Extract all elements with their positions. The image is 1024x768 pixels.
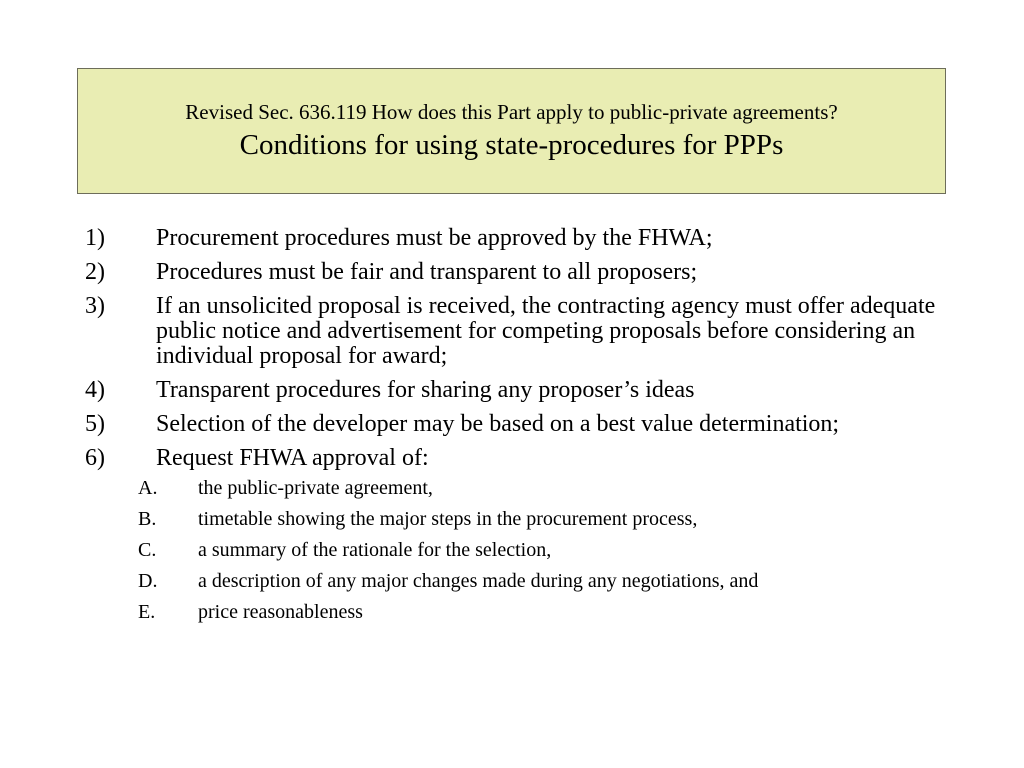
list-item-number: 6) xyxy=(85,445,105,471)
sub-list-item-letter: A. xyxy=(138,477,158,499)
sub-list-item-letter: B. xyxy=(138,508,157,530)
sub-list-item-text: the public-private agreement, xyxy=(198,477,433,499)
list-item-text: Request FHWA approval of: xyxy=(156,445,429,471)
list-item-number: 3) xyxy=(85,293,105,319)
sub-list-item-letter: D. xyxy=(138,570,158,592)
list-item xyxy=(85,294,945,369)
sub-list-item-letter: E. xyxy=(138,601,156,623)
slide-subtitle: Conditions for using state-procedures for PPPs xyxy=(239,129,784,161)
list-item-number: 1) xyxy=(85,225,105,251)
sub-list-item-letter: C. xyxy=(138,539,157,561)
sub-list-item-text: a summary of the rationale for the selection, xyxy=(198,539,552,561)
sub-list-item-text: a description of any major changes made during any negotiations, and xyxy=(198,570,759,592)
list-item xyxy=(85,446,945,471)
list-item xyxy=(85,260,945,285)
slide-title: Revised Sec. 636.119 How does this Part apply to public-private agreements? xyxy=(185,100,838,124)
list-item xyxy=(85,412,945,437)
list-item xyxy=(85,226,945,251)
list-item-number: 4) xyxy=(85,377,105,403)
list-item-number: 5) xyxy=(85,411,105,437)
sub-list-item xyxy=(85,476,945,500)
sub-list-item-text: price reasonableness xyxy=(198,601,363,623)
sub-list xyxy=(85,476,945,624)
sub-list-item xyxy=(85,600,945,624)
sub-list-item-text: timetable showing the major steps in the procurement process, xyxy=(198,508,698,530)
sub-list-item xyxy=(85,507,945,531)
list-item-text: Procedures must be fair and transparent to all proposers; xyxy=(156,259,698,285)
list-item-text: Selection of the developer may be based on a best value determination; xyxy=(156,411,840,437)
slide-body xyxy=(85,226,945,631)
slide-title-box xyxy=(77,68,946,194)
sub-list-item xyxy=(85,538,945,562)
list-item-number: 2) xyxy=(85,259,105,285)
list-item xyxy=(85,378,945,403)
list-item-text: Transparent procedures for sharing any proposer’s ideas xyxy=(156,377,695,403)
list-item-text: If an unsolicited proposal is received, the contracting agency must offer adequate public notice and advertisement for competing proposals before considering an individual proposal for award; xyxy=(156,293,936,369)
list-item-text: Procurement procedures must be approved by the FHWA; xyxy=(156,225,713,251)
sub-list-item xyxy=(85,569,945,593)
